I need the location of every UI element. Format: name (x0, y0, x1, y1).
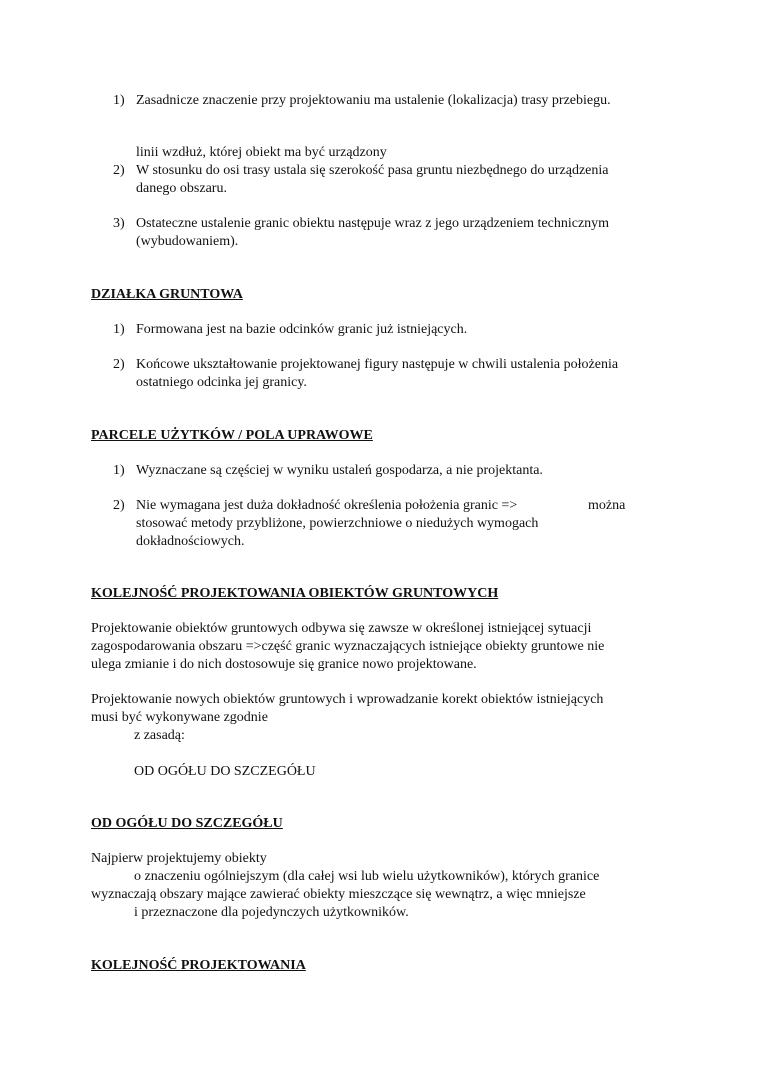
paragraph-line: Najpierw projektujemy obiekty (91, 851, 267, 866)
paragraph-line: z zasadą: (134, 728, 185, 743)
section-heading: KOLEJNOŚĆ PROJEKTOWANIA (91, 958, 306, 973)
list-item-text: dokładnościowych. (136, 534, 245, 549)
paragraph-line: ulega zmianie i do nich dostosowuje się granice nowo projektowane. (91, 657, 477, 672)
list-item-text: (wybudowaniem). (136, 234, 239, 249)
list-item-continuation: linii wzdłuż, której obiekt ma być urządzony (136, 145, 387, 160)
list-item-text: Zasadnicze znaczenie przy projektowaniu ma ustalenie (lokalizacja) trasy przebiegu. (136, 93, 611, 108)
list-item-number: 1) (113, 322, 125, 337)
list-item-number: 2) (113, 357, 125, 372)
paragraph-line: Projektowanie nowych obiektów gruntowych i wprowadzanie korekt obiektów istniejących (91, 692, 604, 707)
list-item-text: Wyznaczane są częściej w wyniku ustaleń gospodarza, a nie projektanta. (136, 463, 543, 478)
section-heading: KOLEJNOŚĆ PROJEKTOWANIA OBIEKTÓW GRUNTOWYCH (91, 586, 499, 601)
paragraph-line: o znaczeniu ogólniejszym (dla całej wsi lub wielu użytkowników), których granice (134, 869, 600, 884)
list-item-text: Nie wymagana jest duża dokładność określenia położenia granic => (136, 498, 518, 513)
list-item-number: 1) (113, 463, 125, 478)
paragraph-line: musi być wykonywane zgodnie (91, 710, 268, 725)
list-item-text: W stosunku do osi trasy ustala się szerokość pasa gruntu niezbędnego do urządzenia (136, 163, 609, 178)
list-item-number: 1) (113, 93, 125, 108)
list-item-number: 2) (113, 498, 125, 513)
list-item-text: Formowana jest na bazie odcinków granic już istniejących. (136, 322, 468, 337)
list-item-text: danego obszaru. (136, 181, 227, 196)
section-heading: DZIAŁKA GRUNTOWA (91, 287, 243, 302)
list-item-number: 2) (113, 163, 125, 178)
paragraph-line: wyznaczają obszary mające zawierać obiekty mieszczące się wewnątrz, a więc mniejsze (91, 887, 586, 902)
principle-text: OD OGÓŁU DO SZCZEGÓŁU (134, 764, 316, 779)
list-item-number: 3) (113, 216, 125, 231)
list-item-text: ostatniego odcinka jej granicy. (136, 375, 307, 390)
paragraph-line: i przeznaczone dla pojedynczych użytkowników. (134, 905, 409, 920)
list-item-text: można (588, 498, 626, 513)
list-item-text: Końcowe ukształtowanie projektowanej figury następuje w chwili ustalenia położenia (136, 357, 619, 372)
list-item-text: Ostateczne ustalenie granic obiektu następuje wraz z jego urządzeniem technicznym (136, 216, 610, 231)
list-item-text: stosować metody przybliżone, powierzchniowe o niedużych wymogach (136, 516, 539, 531)
paragraph-line: Projektowanie obiektów gruntowych odbywa się zawsze w określonej istniejącej sytuacji (91, 621, 592, 636)
section-heading: OD OGÓŁU DO SZCZEGÓŁU (91, 816, 283, 831)
section-heading: PARCELE UŻYTKÓW / POLA UPRAWOWE (91, 428, 373, 443)
paragraph-line: zagospodarowania obszaru =>część granic wyznaczających istniejące obiekty gruntowe nie (91, 639, 605, 654)
